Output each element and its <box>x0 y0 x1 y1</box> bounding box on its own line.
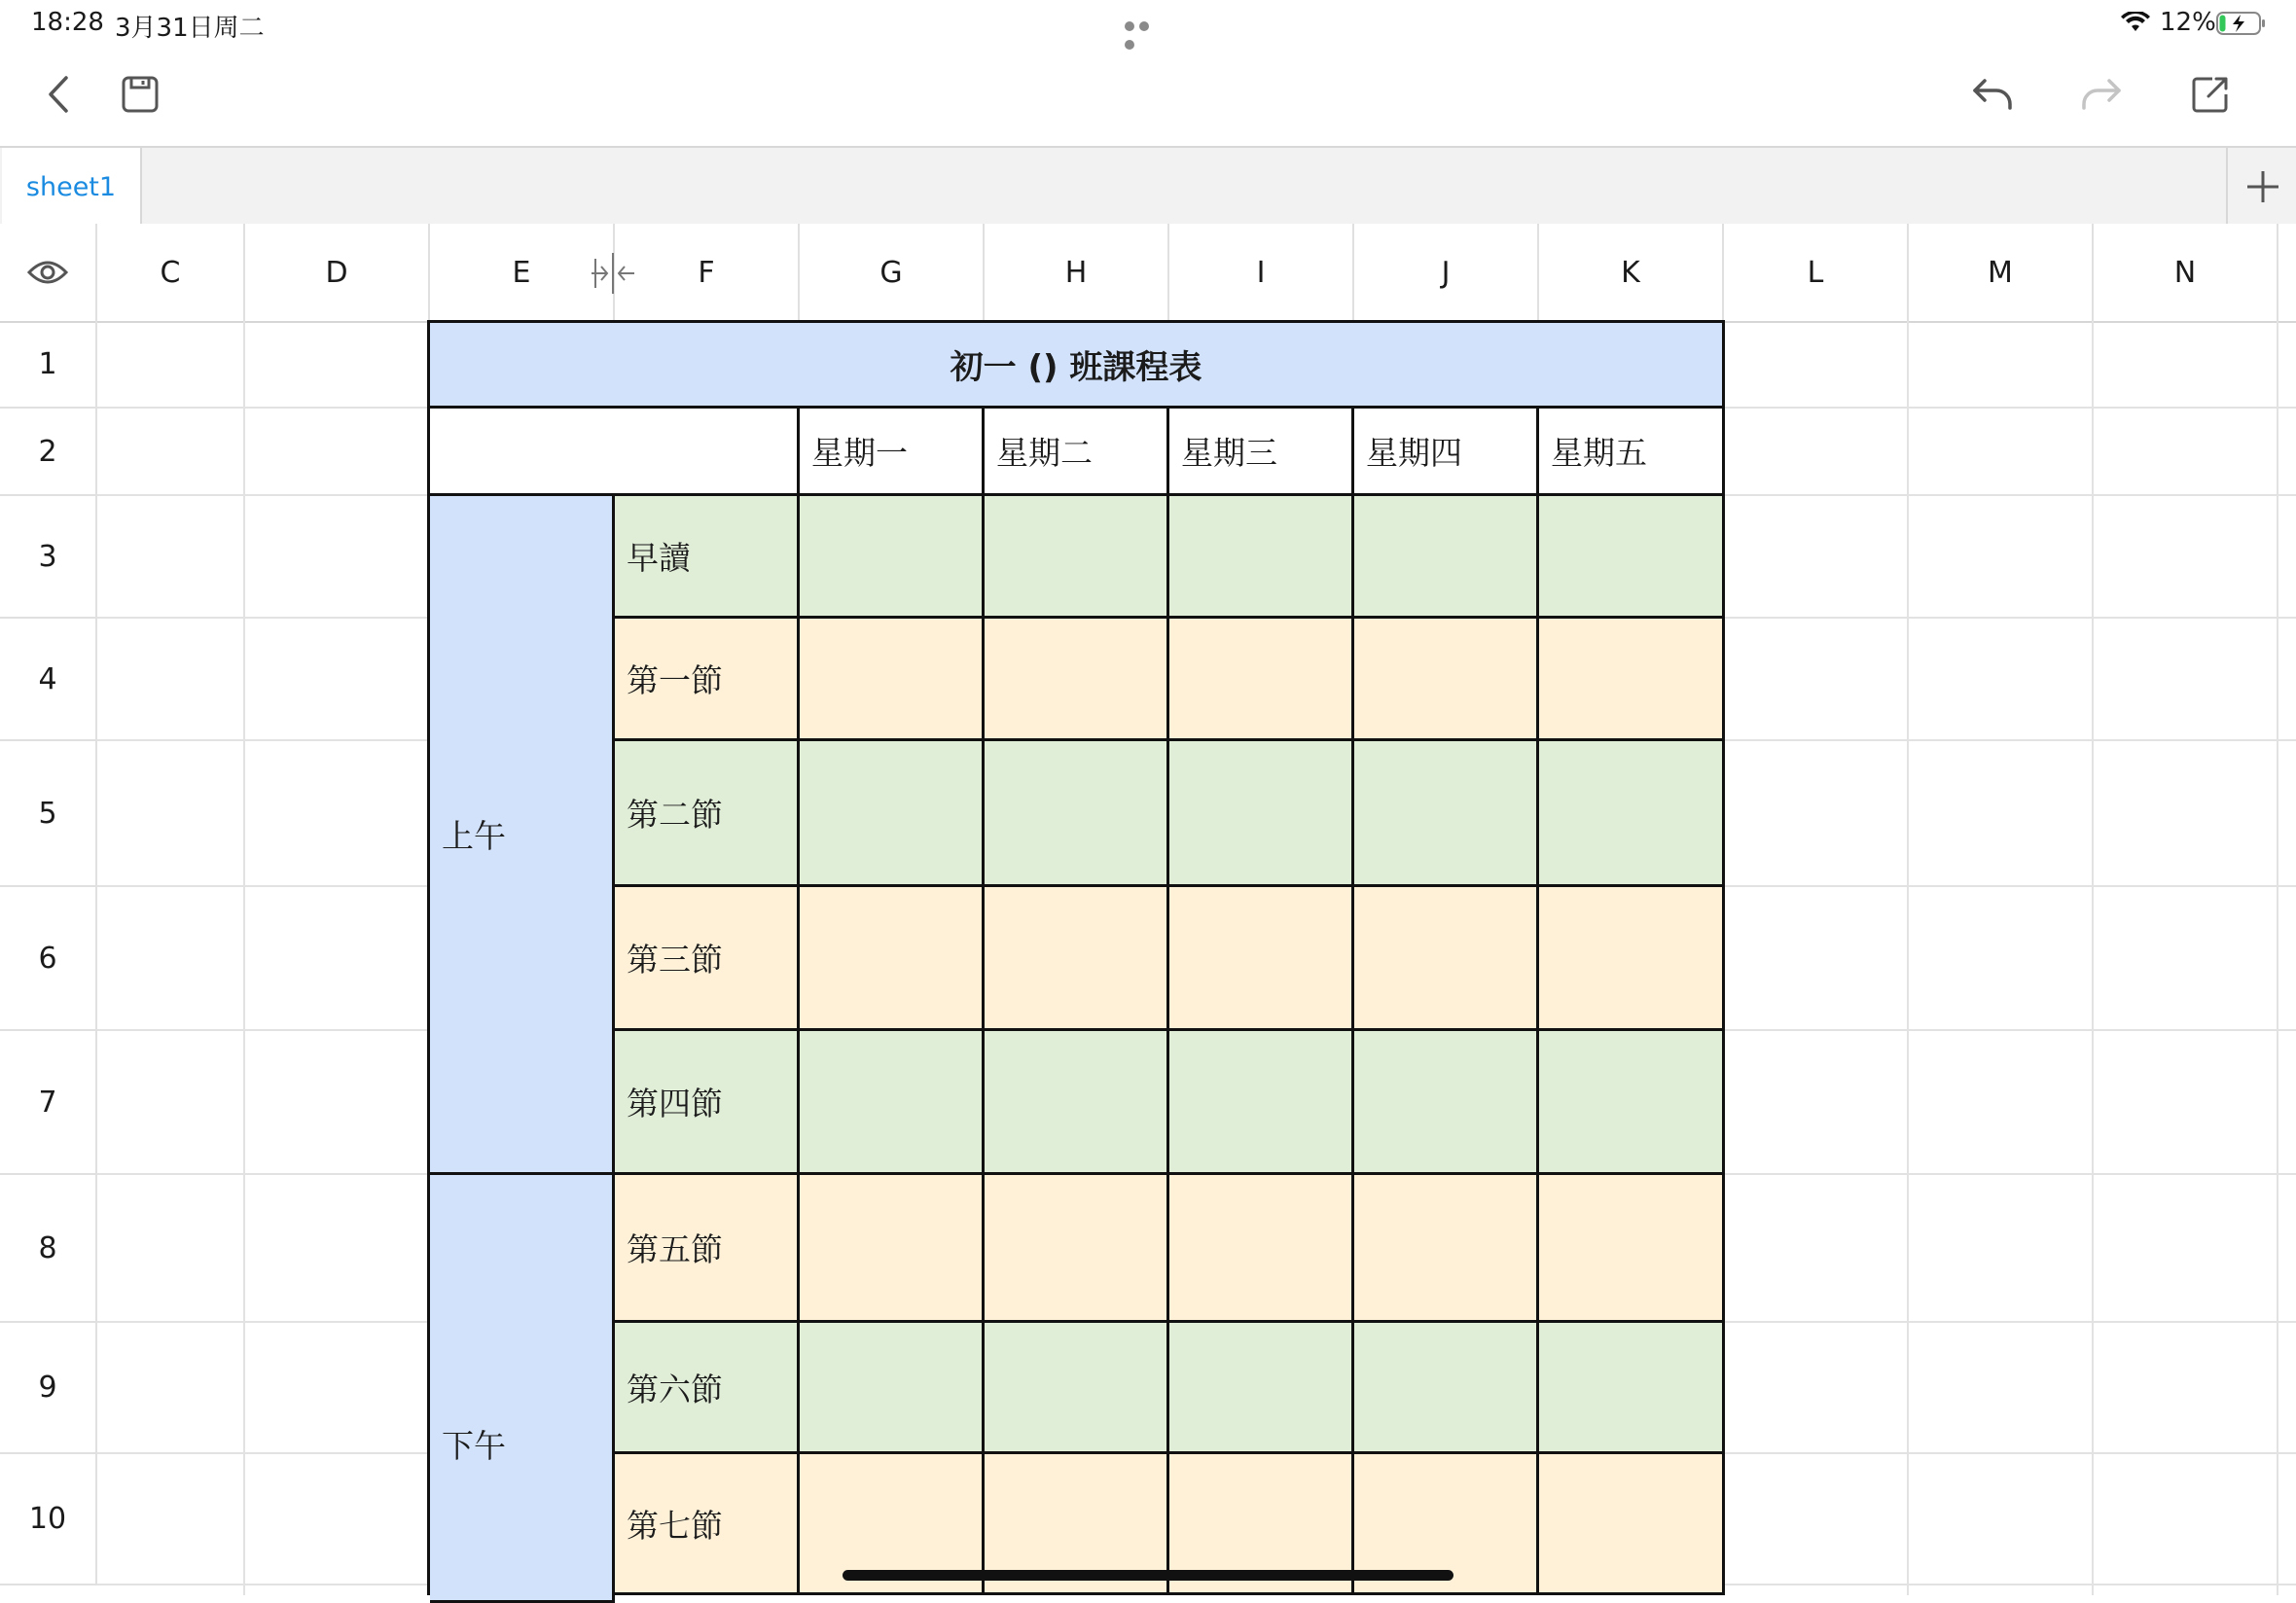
add-sheet-button[interactable] <box>2226 148 2296 226</box>
period-label-cell[interactable]: 第七節 <box>615 1454 800 1595</box>
timetable-cell[interactable] <box>800 1175 985 1323</box>
timetable-cell[interactable] <box>1539 496 1725 619</box>
column-header-bar <box>0 224 2296 323</box>
timetable-cell[interactable] <box>1539 1031 1725 1175</box>
visibility-toggle[interactable] <box>0 224 97 321</box>
column-header-f[interactable]: F <box>615 224 800 321</box>
back-button[interactable] <box>29 65 88 124</box>
column-header-i[interactable]: I <box>1169 224 1354 321</box>
timetable-cell[interactable] <box>800 887 985 1031</box>
grid-line <box>243 321 245 1595</box>
period-label-cell[interactable]: 第三節 <box>615 887 800 1031</box>
floppy-disk-icon <box>122 76 159 113</box>
grid-line <box>2092 321 2094 1595</box>
timetable-cell[interactable] <box>1539 1175 1725 1323</box>
redo-button[interactable] <box>2072 65 2131 124</box>
timetable-cell[interactable] <box>800 741 985 887</box>
status-time: 18:28 <box>31 8 104 37</box>
timetable-cell[interactable] <box>985 496 1169 619</box>
timetable-cell[interactable] <box>1354 1031 1539 1175</box>
session-afternoon-label: 下午 <box>442 1427 506 1465</box>
row-header-7[interactable]: 7 <box>0 1031 97 1175</box>
timetable-cell[interactable] <box>1169 1323 1354 1454</box>
period-label-cell[interactable]: 第二節 <box>615 741 800 887</box>
row-header-1[interactable]: 1 <box>0 321 97 409</box>
save-button[interactable] <box>111 65 169 124</box>
row-header-4[interactable]: 4 <box>0 619 97 741</box>
timetable-cell[interactable] <box>985 1323 1169 1454</box>
toolbar <box>0 58 2296 136</box>
timetable-cell[interactable] <box>985 619 1169 741</box>
timetable-cell[interactable] <box>985 887 1169 1031</box>
row-header-2[interactable]: 2 <box>0 409 97 496</box>
column-resize-handle-icon[interactable] <box>590 253 636 294</box>
column-header-g[interactable]: G <box>800 224 985 321</box>
timetable-cell[interactable] <box>985 1175 1169 1323</box>
timetable-cell[interactable] <box>985 1031 1169 1175</box>
share-button[interactable] <box>2181 65 2240 124</box>
timetable-cell[interactable] <box>800 619 985 741</box>
timetable-cell[interactable] <box>1169 741 1354 887</box>
row-header-5[interactable]: 5 <box>0 741 97 887</box>
day-header-tue[interactable]: 星期二 <box>985 409 1169 496</box>
column-header-n[interactable]: N <box>2094 224 2278 321</box>
timetable-title[interactable]: 初一 () 班課程表 <box>430 323 1725 409</box>
timetable-cell[interactable] <box>1539 1323 1725 1454</box>
timetable-cell[interactable] <box>1539 887 1725 1031</box>
share-export-icon <box>2191 75 2230 114</box>
row-header-10[interactable]: 10 <box>0 1454 97 1585</box>
timetable-cell[interactable] <box>1539 619 1725 741</box>
day-header-wed[interactable]: 星期三 <box>1169 409 1354 496</box>
column-header-j[interactable]: J <box>1354 224 1539 321</box>
timetable-cell[interactable] <box>1169 619 1354 741</box>
timetable-cell[interactable] <box>800 1323 985 1454</box>
row-header-6[interactable]: 6 <box>0 887 97 1031</box>
column-header-h[interactable]: H <box>985 224 1169 321</box>
column-header-k[interactable]: K <box>1539 224 1724 321</box>
chevron-left-icon <box>47 75 70 114</box>
undo-button[interactable] <box>1963 65 2022 124</box>
timetable-cell[interactable] <box>1354 1323 1539 1454</box>
timetable-cell[interactable] <box>1354 1175 1539 1323</box>
column-header-d[interactable]: D <box>245 224 430 321</box>
period-label-cell[interactable]: 第四節 <box>615 1031 800 1175</box>
day-header-thu[interactable]: 星期四 <box>1354 409 1539 496</box>
timetable-cell[interactable] <box>800 496 985 619</box>
redo-icon <box>2080 77 2123 112</box>
timetable-cell[interactable] <box>1169 887 1354 1031</box>
timetable-cell[interactable] <box>1169 496 1354 619</box>
column-header-m[interactable]: M <box>1909 224 2094 321</box>
day-header-fri[interactable]: 星期五 <box>1539 409 1725 496</box>
undo-icon <box>1971 77 2014 112</box>
wifi-icon <box>2121 12 2150 33</box>
sheet-tab-label: sheet1 <box>25 171 117 202</box>
period-label-cell[interactable]: 早讀 <box>615 496 800 619</box>
battery-charging-icon <box>2216 12 2267 35</box>
plus-icon <box>2245 169 2280 204</box>
sheet-tab[interactable] <box>2 148 142 226</box>
home-indicator <box>843 1570 1453 1581</box>
timetable-cell[interactable] <box>1169 1175 1354 1323</box>
session-morning[interactable]: 上午 <box>430 496 615 1175</box>
timetable-cell[interactable] <box>1539 741 1725 887</box>
session-afternoon[interactable] <box>430 1175 615 1603</box>
column-header-e[interactable]: E <box>430 224 615 321</box>
battery-percent: 12% <box>2160 8 2216 37</box>
timetable-cell[interactable] <box>1539 1454 1725 1595</box>
period-label-cell[interactable]: 第六節 <box>615 1323 800 1454</box>
column-header-l[interactable]: L <box>1724 224 1909 321</box>
row-header-3[interactable]: 3 <box>0 496 97 619</box>
sheet-tab-bar <box>0 146 2296 228</box>
timetable-cell[interactable] <box>1354 887 1539 1031</box>
period-label-cell[interactable]: 第一節 <box>615 619 800 741</box>
period-label-cell[interactable]: 第五節 <box>615 1175 800 1323</box>
column-header-c[interactable]: C <box>97 224 245 321</box>
timetable-cell[interactable] <box>1354 741 1539 887</box>
status-date: 3月31日周二 <box>115 14 265 43</box>
timetable-cell[interactable] <box>1354 496 1539 619</box>
row-header-8[interactable]: 8 <box>0 1175 97 1323</box>
timetable-cell[interactable] <box>985 741 1169 887</box>
timetable-cell[interactable] <box>800 1031 985 1175</box>
timetable-cell[interactable] <box>1169 1031 1354 1175</box>
grid-line <box>1907 321 1909 1595</box>
day-header-mon[interactable]: 星期一 <box>800 409 985 496</box>
multitasking-dots-icon[interactable] <box>1125 17 1167 28</box>
eye-icon <box>27 259 68 286</box>
row-header-9[interactable]: 9 <box>0 1323 97 1454</box>
timetable-cell[interactable] <box>1354 619 1539 741</box>
status-bar <box>0 0 2296 47</box>
corner-cell[interactable] <box>430 409 800 496</box>
grid-line <box>2277 321 2278 1595</box>
